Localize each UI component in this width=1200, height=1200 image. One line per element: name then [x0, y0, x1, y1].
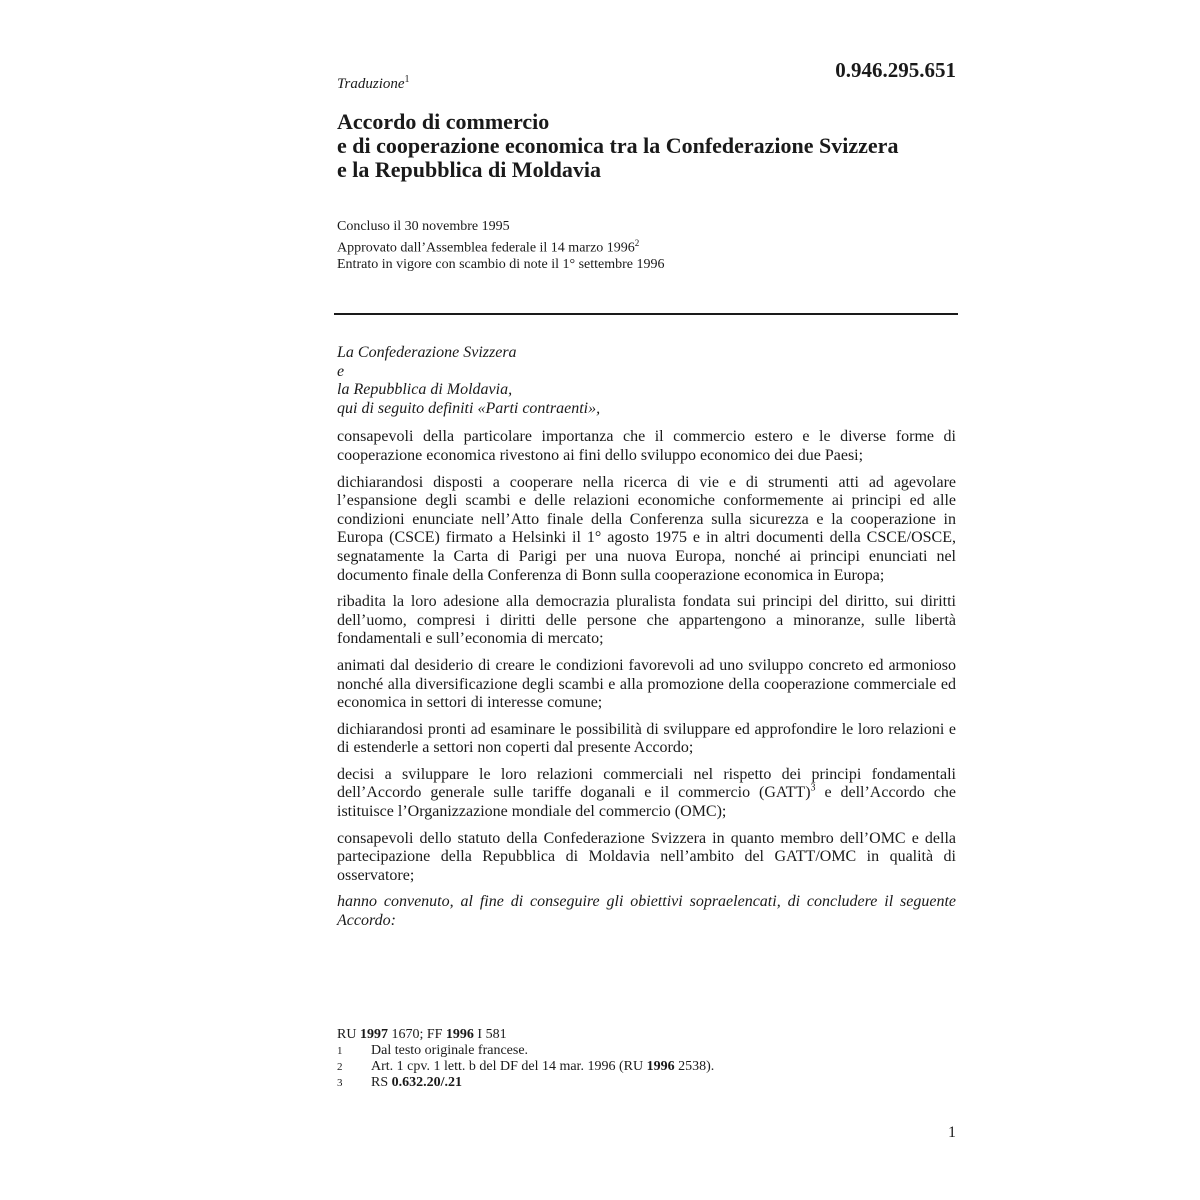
publication-reference	[337, 1027, 957, 1043]
footnote-number: 1	[337, 1045, 343, 1057]
gatt-text-after: e dell’Accordo che istituisce l’Organizzazione mondiale del commercio (OMC);	[337, 784, 956, 821]
concluded-date: Concluso il 30 novembre 1995	[337, 219, 510, 234]
title-line-2: e di cooperazione economica tra la Confederazione Svizzera	[337, 133, 899, 158]
ru-prefix: RU	[337, 1027, 360, 1042]
footnote-text	[371, 1075, 462, 1091]
contracting-parties	[337, 344, 956, 418]
party-line-4: qui di seguito definiti «Parti contraenti»,	[337, 399, 601, 417]
preamble	[337, 344, 956, 939]
party-line-2: e	[337, 362, 345, 380]
footnote-1	[337, 1043, 957, 1059]
footnote-text	[371, 1059, 714, 1075]
ru-year: 1997	[359, 1027, 388, 1042]
translation-label	[337, 74, 410, 93]
footnote-2-after: 2538).	[674, 1059, 715, 1074]
title-line-1: Accordo di commercio	[337, 109, 550, 134]
recital-paragraph: dichiarandosi disposti a cooperare nella ricerca di vie e di strumenti atti ad agevolare l’espansione degli scambi e delle relazioni economiche conformemente ai principi ed alle condizioni enunciate nell’Atto finale della Conferenza sulla sicurezza e la cooperazione in Europa (CSCE) firmato a Helsinki il 1° agosto 1975 e in altri documenti della CSCE/OSCE, segnatamente la Carta di Parigi per una nuova Europa, nonché ai principi enunciati nel documento finale della Conferenza di Bonn sulla cooperazione economica in Europa;	[337, 473, 956, 584]
footnotes	[337, 1027, 957, 1091]
footnote-ref-2[interactable]: 2	[634, 238, 640, 248]
document-metadata	[337, 219, 957, 273]
recital-paragraph: animati dal desiderio di creare le condizioni favorevoli ad uno sviluppo concreto ed armonioso nonché alla diversificazione degli scambi e alla promozione della cooperazione commerciale ed economica in settori di interesse comune;	[337, 656, 956, 712]
title-line-3: e la Repubblica di Moldavia	[337, 157, 602, 182]
ru-mid: 1670; FF	[387, 1027, 446, 1042]
party-line-1: La Confederazione Svizzera	[337, 344, 517, 361]
footnote-2-year: 1996	[646, 1059, 675, 1074]
footnote-number: 3	[337, 1077, 343, 1089]
approved-text: Approvato dall’Assemblea federale il 14 marzo 1996	[337, 240, 635, 256]
recital-paragraph: consapevoli dello statuto della Confederazione Svizzera in quanto membro dell’OMC e della partecipazione della Repubblica di Moldavia nell’ambito del GATT/OMC in qualità di osservatore;	[337, 829, 956, 884]
ff-year: 1996	[445, 1027, 474, 1042]
document-title	[337, 110, 977, 182]
page-number: 1	[948, 1124, 956, 1141]
closing-clause: hanno convenuto, al fine di conseguire gli obiettivi sopraelencati, di concludere il seguente Accordo:	[337, 893, 956, 930]
footnote-text: Dal testo originale francese.	[371, 1043, 529, 1058]
recital-paragraph-gatt	[337, 766, 956, 822]
footnote-2	[337, 1059, 957, 1075]
approved-date	[337, 235, 957, 257]
party-line-3: la Repubblica di Moldavia,	[337, 381, 513, 399]
footnote-2-before: Art. 1 cpv. 1 lett. b del DF del 14 mar. 1996 (RU	[371, 1059, 647, 1074]
recital-paragraph: consapevoli della particolare importanza che il commercio estero e le diverse forme di cooperazione economica rivestono ai fini dello sviluppo economico dei due Paesi;	[337, 428, 956, 464]
footnote-3-ref[interactable]: 0.632.20/.21	[391, 1075, 463, 1090]
footnote-ref-3[interactable]: 3	[810, 783, 816, 795]
translation-text: Traduzione	[337, 76, 405, 92]
footnote-3-prefix: RS	[371, 1075, 392, 1090]
footnote-number: 2	[337, 1061, 343, 1073]
header-divider	[334, 313, 958, 315]
in-force-date: Entrato in vigore con scambio di note il 1° settembre 1996	[337, 256, 665, 272]
ff-rest: I 581	[473, 1027, 507, 1042]
recital-paragraph: ribadita la loro adesione alla democrazia pluralista fondata sui principi del diritto, sui diritti dell’uomo, compresi i diritti delle persone che appartengono a minoranze, sulle libertà fondamentali e sull’economia di mercato;	[337, 593, 956, 648]
gatt-text-before: decisi a sviluppare le loro relazioni commerciali nel rispetto dei principi fondamentali dell’Accordo generale sulle tariffe doganali e il commercio (GATT)	[337, 765, 956, 802]
footnote-ref-1[interactable]: 1	[404, 74, 410, 85]
footnote-3	[337, 1075, 957, 1091]
recital-paragraph: dichiarandosi pronti ad esaminare le possibilità di sviluppare ed approfondire le loro relazioni e di estenderle a settori non coperti dal presente Accordo;	[337, 720, 956, 757]
sr-number: 0.946.295.651	[835, 58, 956, 82]
